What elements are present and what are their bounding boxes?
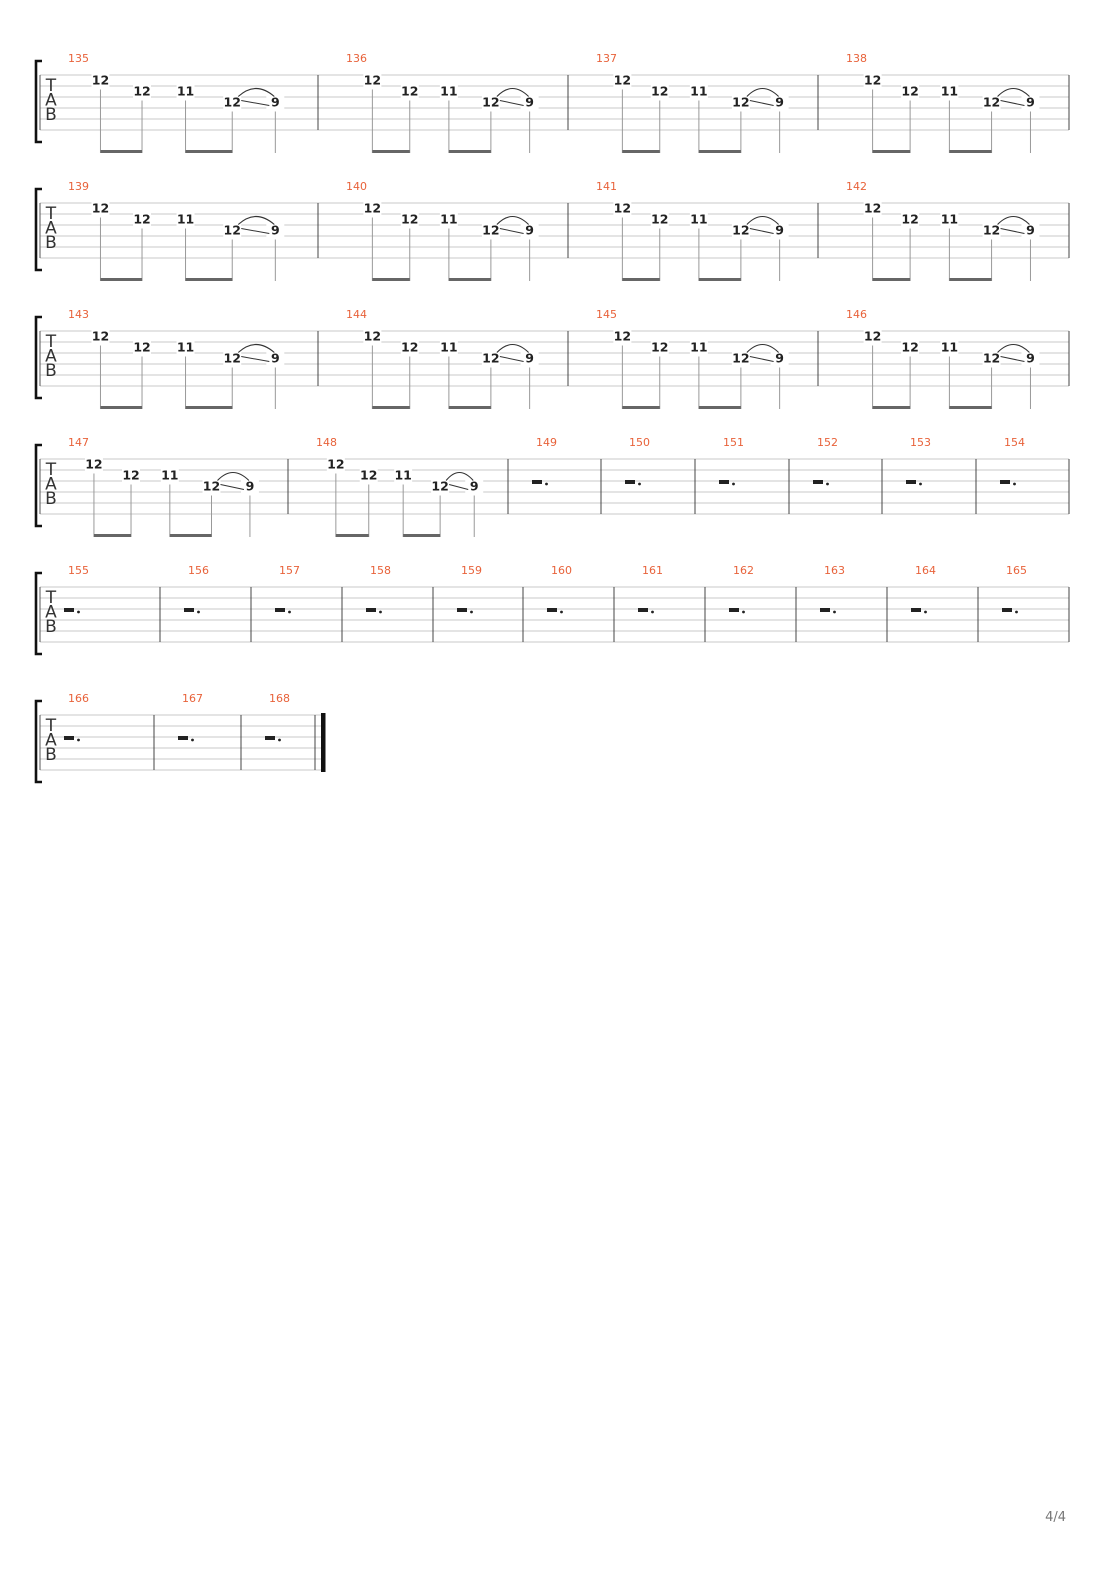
beam [622,150,659,153]
fret-number: 9 [270,350,280,366]
fret-number: 12 [863,328,882,344]
fret-number: 12 [651,339,669,355]
rest-dot [919,483,922,486]
fret-number: 12 [363,200,382,216]
tab-clef-letter: B [45,105,57,125]
beam [873,278,911,281]
slur-arc [747,89,779,97]
dotted-half-rest [820,608,830,612]
slide-line [750,101,774,106]
fret-number: 12 [122,467,140,483]
rest-dot [77,739,80,742]
measure-number: 136 [346,52,367,65]
rest-dot [742,611,745,614]
fret-number: 11 [690,83,708,99]
beam [100,150,142,153]
fret-number: 12 [401,83,419,99]
slide-line [241,357,269,362]
rest-dot [833,611,836,614]
rest-dot [560,611,563,614]
fret-number: 12 [431,478,449,494]
fret-number: 11 [176,211,195,227]
rest-dot [638,483,641,486]
measure-number: 140 [346,180,367,193]
measure-number: 164 [915,564,936,577]
measure [184,564,209,613]
fret-number: 9 [775,94,784,110]
slide-line [500,229,524,234]
measure [547,564,572,613]
slur-arc [238,345,274,353]
dotted-half-rest [911,608,921,612]
dotted-half-rest [906,480,916,484]
beam [170,534,212,537]
measure-number: 152 [817,436,838,449]
tab-clef-letter: T [45,716,57,736]
measure [532,436,557,485]
measure-number: 138 [846,52,867,65]
measure [846,52,1039,153]
beam [403,534,440,537]
fret-number: 12 [133,83,151,99]
measure-number: 141 [596,180,617,193]
beam [186,278,233,281]
rest-dot [1013,483,1016,486]
measure-number: 147 [68,436,89,449]
measure-number: 158 [370,564,391,577]
tab-clef-letter: A [45,346,57,367]
slur-arc [217,473,248,481]
measure-number: 166 [68,692,89,705]
dotted-half-rest [457,608,467,612]
fret-number: 12 [401,339,419,355]
beam [449,278,491,281]
fret-number: 12 [982,222,1001,238]
fret-number: 12 [651,83,669,99]
measure [625,436,650,485]
fret-number: 9 [1026,222,1035,238]
measure [906,436,931,485]
fret-number: 11 [440,211,458,227]
fret-number: 12 [202,478,221,494]
fret-number: 11 [161,467,179,483]
rest-dot [545,483,548,486]
measure [638,564,663,613]
rest-dot [288,611,291,614]
tab-clef-letter: B [45,617,57,637]
measure [911,564,936,613]
tab-clef-letter: T [45,204,57,224]
beam [949,406,991,409]
measure [719,436,744,485]
measure-number: 160 [551,564,572,577]
dotted-half-rest [64,736,74,740]
dotted-half-rest [64,608,74,612]
fret-number: 12 [982,350,1001,366]
fret-number: 12 [91,72,110,88]
measure [346,180,539,281]
rest-dot [278,739,281,742]
slur-arc [238,89,274,97]
slide-line [241,101,269,106]
dotted-half-rest [729,608,739,612]
slur-arc [998,89,1030,97]
dotted-half-rest [813,480,823,484]
tab-clef-letter: B [45,745,57,765]
fret-number: 12 [482,222,500,238]
fret-number: 12 [982,94,1001,110]
fret-number: 9 [1026,350,1035,366]
rest-dot [77,611,80,614]
fret-number: 9 [245,478,255,494]
measure [316,436,483,537]
dotted-half-rest [1002,608,1012,612]
tab-clef-letter: T [45,332,57,352]
beam [699,278,741,281]
fret-number: 12 [732,222,750,238]
measure [346,52,539,153]
fret-number: 12 [133,211,151,227]
beam [372,278,409,281]
fret-number: 11 [440,339,458,355]
tab-clef-letter: B [45,489,57,509]
fret-number: 9 [775,222,784,238]
fret-number: 11 [940,211,959,227]
beam [949,150,991,153]
fret-number: 12 [613,72,632,88]
fret-number: 11 [690,211,708,227]
rest-dot [651,611,654,614]
staff-system [36,180,1069,281]
tab-clef-letter: T [45,588,57,608]
fret-number: 9 [775,350,784,366]
rest-dot [826,483,829,486]
tab-clef-letter: B [45,233,57,253]
fret-number: 9 [270,222,280,238]
staff-system [36,308,1069,409]
measure [64,564,89,613]
measure-number: 167 [182,692,203,705]
final-barline [321,713,326,772]
slur-arc [497,89,529,97]
measure [275,564,300,613]
measure-number: 145 [596,308,617,321]
fret-number: 12 [651,211,669,227]
measure [68,308,284,409]
fret-number: 11 [940,339,959,355]
measure-number: 149 [536,436,557,449]
measure-number: 162 [733,564,754,577]
measure-number: 148 [316,436,337,449]
measure-number: 155 [68,564,89,577]
beam [186,406,233,409]
beam [949,278,991,281]
fret-number: 9 [525,350,534,366]
measure [846,308,1039,409]
fret-number: 12 [901,339,919,355]
beam [699,406,741,409]
measure-number: 144 [346,308,367,321]
dotted-half-rest [719,480,729,484]
tab-clef-letter: A [45,730,57,751]
slur-arc [998,345,1030,353]
measure-number: 168 [269,692,290,705]
measure [346,308,539,409]
measure [68,180,284,281]
fret-number: 11 [940,83,959,99]
staff-system [36,436,1069,537]
rest-dot [924,611,927,614]
beam [372,406,409,409]
fret-number: 12 [223,222,241,238]
tab-clef-letter: A [45,218,57,239]
dotted-half-rest [532,480,542,484]
fret-number: 9 [525,222,534,238]
fret-number: 12 [91,200,110,216]
dotted-half-rest [625,480,635,484]
beam [372,150,409,153]
measure [178,692,203,741]
rest-dot [470,611,473,614]
tab-clef-letter: A [45,90,57,111]
fret-number: 11 [690,339,708,355]
fret-number: 12 [363,328,382,344]
measure [1000,436,1025,485]
slide-line [220,485,243,490]
measure-number: 139 [68,180,89,193]
staff-system [36,692,326,782]
slide-line [1001,357,1025,362]
fret-number: 12 [85,456,103,472]
measure-number: 146 [846,308,867,321]
measure [64,692,89,741]
measure-number: 143 [68,308,89,321]
beam [336,534,369,537]
slide-line [750,229,774,234]
fret-number: 12 [863,200,882,216]
rest-dot [379,611,382,614]
fret-number: 9 [525,94,534,110]
measure [68,52,284,153]
fret-number: 12 [613,328,632,344]
slide-line [500,357,524,362]
measure [820,564,845,613]
slur-arc [238,217,274,225]
slide-line [750,357,774,362]
beam [100,406,142,409]
measure [596,180,789,281]
measure [596,308,789,409]
tab-clef-letter: A [45,602,57,623]
fret-number: 12 [133,339,151,355]
tab-clef-letter: T [45,76,57,96]
fret-number: 9 [270,94,280,110]
fret-number: 12 [901,211,919,227]
measure-number: 137 [596,52,617,65]
measure [729,564,754,613]
measure-number: 157 [279,564,300,577]
rest-dot [191,739,194,742]
beam [186,150,233,153]
rest-dot [197,611,200,614]
dotted-half-rest [638,608,648,612]
measure [366,564,391,613]
dotted-half-rest [275,608,285,612]
measure [1002,564,1027,613]
rest-dot [732,483,735,486]
measure-number: 165 [1006,564,1027,577]
measure [596,52,789,153]
slide-line [500,101,524,106]
fret-number: 12 [613,200,632,216]
beam [449,406,491,409]
beam [100,278,142,281]
beam [873,406,911,409]
slur-arc [497,217,529,225]
dotted-half-rest [265,736,275,740]
tab-clef-letter: T [45,460,57,480]
fret-number: 12 [360,467,378,483]
measure [457,564,482,613]
slur-arc [998,217,1030,225]
measure-number: 142 [846,180,867,193]
measure-number: 135 [68,52,89,65]
dotted-half-rest [184,608,194,612]
slur-arc [747,345,779,353]
fret-number: 12 [223,94,241,110]
measure-number: 161 [642,564,663,577]
measure-number: 153 [910,436,931,449]
dotted-half-rest [178,736,188,740]
beam [449,150,491,153]
fret-number: 9 [469,478,479,494]
page-number: 4/4 [1045,1510,1066,1525]
fret-number: 9 [1026,94,1035,110]
fret-number: 12 [901,83,919,99]
slide-line [241,229,269,234]
measure-number: 151 [723,436,744,449]
fret-number: 11 [176,83,195,99]
fret-number: 12 [91,328,110,344]
fret-number: 12 [327,456,345,472]
slur-arc [497,345,529,353]
fret-number: 12 [863,72,882,88]
fret-number: 12 [401,211,419,227]
beam [873,150,911,153]
slide-line [1001,229,1025,234]
beam [699,150,741,153]
measure [813,436,838,485]
fret-number: 12 [482,94,500,110]
beam [622,278,659,281]
fret-number: 11 [176,339,195,355]
staff-system [36,52,1069,153]
slide-line [1001,101,1025,106]
measure-number: 163 [824,564,845,577]
fret-number: 11 [440,83,458,99]
rest-dot [1015,611,1018,614]
fret-number: 11 [394,467,412,483]
fret-number: 12 [482,350,500,366]
slur-arc [747,217,779,225]
dotted-half-rest [366,608,376,612]
fret-number: 12 [732,350,750,366]
measure-number: 156 [188,564,209,577]
measure [846,180,1039,281]
measure [68,436,259,537]
tab-clef-letter: B [45,361,57,381]
staff-system [36,564,1069,654]
dotted-half-rest [547,608,557,612]
measure-number: 150 [629,436,650,449]
beam [622,406,659,409]
fret-number: 12 [363,72,382,88]
beam [94,534,131,537]
dotted-half-rest [1000,480,1010,484]
fret-number: 12 [732,94,750,110]
measure-number: 159 [461,564,482,577]
tab-clef-letter: A [45,474,57,495]
measure [265,692,290,741]
measure-number: 154 [1004,436,1025,449]
fret-number: 12 [223,350,241,366]
